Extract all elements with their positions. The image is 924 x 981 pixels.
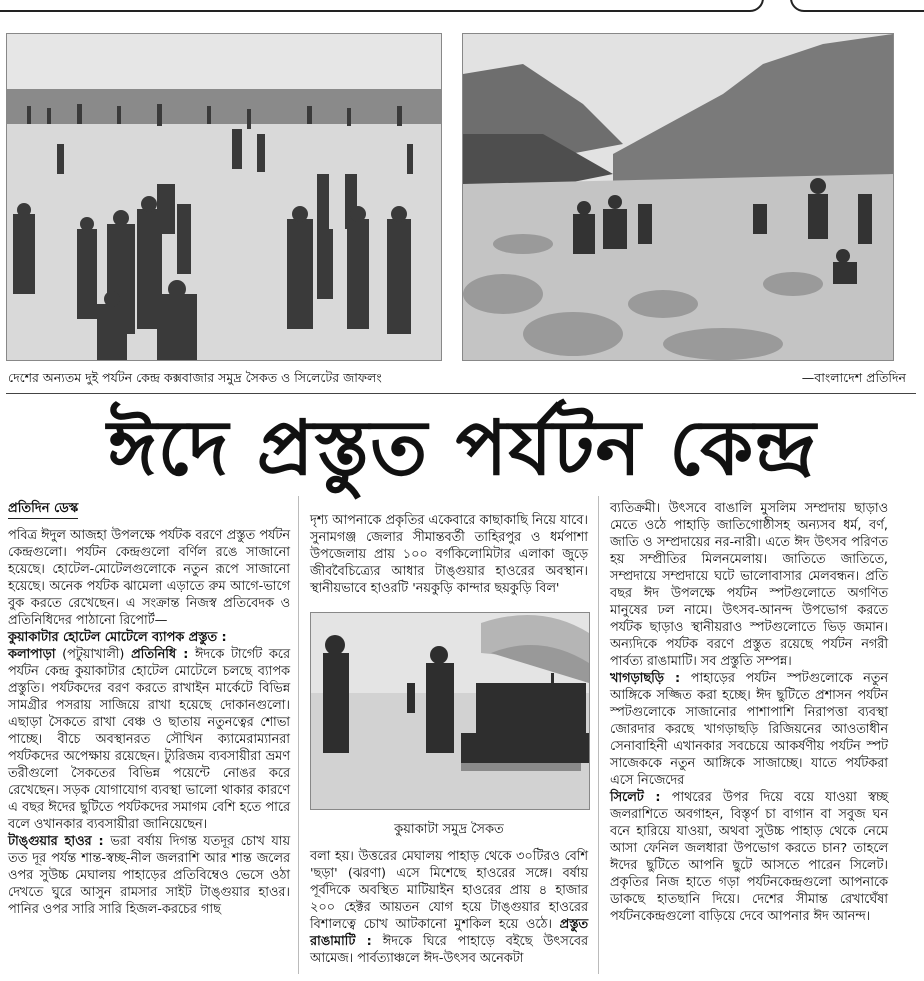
- sylhet-body: পাথরের উপর দিয়ে বয়ে যাওয়া স্বচ্ছ জলরাশিতে অবগাহন, বিস্তৃর্ণ চা বাগান বা সবুজ ঘন বনে হারিয়ে যাওয়া, অথবা সুউচ্চ পাহাড় থেকে নেমে আসা ফেনিল জলধারা উপভোগ করতে চান? তাহলে ঈদের ছুটিতে আপনি ছুটে আসতে পারেন সিলেট। প্রকৃতির নিজ হাতে গড়া পর্যটনকেন্দ্রগুলো আপনাকে ডাকছে হাতছানি দিয়ে। দেশের সীমান্ত রেখাঘেঁষা পর্যটনকেন্দ্রগুলো বাড়িয়ে দেবে আপনার ঈদ আনন্দ।: [610, 790, 888, 924]
- photo-credit: —বাংলাদেশ প্রতিদিন: [801, 370, 906, 385]
- column-3: [610, 500, 888, 925]
- dateline-place: কলাপাড়া: [8, 647, 56, 662]
- rangamati-continued: ব্যতিক্রমী। উৎসবে বাঙালি মুসলিম সম্প্রদায় ছাড়াও মেতে ওঠে পাহাড়ি জাতিগোষ্ঠীসহ অন্যসব ধর্ম, বর্ণ, জাতি ও সম্প্রদায়ের নর-নারী। এতে ঈদ উৎসব পরিণত হয় সম্প্রীতির মিলনমেলায়। জাতিতে জাতিতে, সম্প্রদায়ে সম্প্রদায়ে ঘটে ভালোবাসার মেলবন্ধন। প্রতি বছর ঈদ উপলক্ষে পর্যটন স্পটগুলোতে অগণিত মানুষের ঢল নামে। উৎসব-আনন্দ উপভোগ করতে পর্যটক ছাড়াও স্থানীয়রাও স্পটগুলোতে ভিড় জমান। অন্যদিকে পর্যটক বরণে প্রস্তুত রয়েছে পর্যটন নগরী পার্বত্য রাঙামাটি। সব প্রস্তুতি সম্পন্ন।: [610, 501, 888, 669]
- tanguar-body: ভরা বর্ষায় দিগন্ত যতদূর চোখ যায় তত দূর পর্যন্ত শান্ত-স্বচ্ছ-নীল জলরাশি আর শান্ত জলের ওপর সুউচ্চ মেঘালয় পাহাড়ের প্রতিবিম্বেও ভেসে ওঠা দেখতে ঘুরে আসুন রামসার সাইট টাঙ্গুয়ার হাওর। পানির ওপর সারি সারি হিজল-করচের গাছ: [8, 834, 290, 917]
- jaflong-photo: [462, 33, 894, 361]
- intro-paragraph: পবিত্র ঈদুল আজহা উপলক্ষে পর্যটক বরণে প্রস্তুত পর্যটন কেন্দ্রগুলো। পর্যটন কেন্দ্রগুলো বর্ণিল রঙে সাজানো হয়েছে। হোটেল-মোটেলগুলোকে নতুন রূপে সাজানো হয়েছে। অনেক পর্যটক ঝামেলা এড়াতে রুম আগে-ভাগে বুক করতে রেখেছেন। এ সংক্রান্ত নিজস্ব প্রতিবেদক ও প্রতিনিধিদের পাঠানো রিপোর্ট—: [8, 528, 290, 628]
- headline: ঈদে প্রস্তুত পর্যটন কেন্দ্র: [107, 403, 817, 492]
- khagrachari-body: পাহাড়ের পর্যটন স্পটগুলোকে নতুন আঙ্গিকে সজ্জিত করা হচ্ছে। ঈদ ছুটিতে প্রশাসন পর্যটন স্পটগুলোকে সাজানোর পাশাপাশি নিরাপত্তা ব্যবস্থা জোরদার করছে খাগড়াছড়ি রিজিয়নের আওতাধীন সেনাবাহিনী এখানকার সবচেয়ে আকর্ষণীয় পর্যটন স্পট সাজেককে নতুন আঙ্গিকে সাজাচ্ছে। যাতে পর্যটকরা এসে নিজেদের: [610, 671, 888, 788]
- column-separator-2: [598, 496, 599, 974]
- caption-rule: [6, 393, 916, 394]
- sylhet-paragraph: [610, 789, 888, 925]
- column-1: [8, 500, 290, 918]
- dateline-district: (পটুয়াখালী): [55, 647, 132, 662]
- column-2: [310, 512, 588, 597]
- kuakata-subhead: কুয়াকাটার হোটেল মোটেলে ব্যাপক প্রস্তুত :: [8, 630, 227, 645]
- kuakata-caption: কুয়াকাটা সমুদ্র সৈকত: [394, 822, 504, 837]
- rangamati-body: ঈদকে ঘিরে পাহাড়ে বইছে উৎসবের আমেজ। পার্বত্যাঞ্চলে ঈদ-উৎসব অনেকটা: [310, 934, 588, 966]
- tanguar-end: বলা হয়। উত্তরের মেঘালয় পাহাড় থেকে ৩০টিরও বেশি 'ছড়া' (ঝরণা) এসে মিশেছে হাওরের সঙ্গে। বর্ষায় পূর্বদিকে অবস্থিত মাটিয়াইন হাওরের প্রায় ৪ হাজার ২০০ হেক্টর আয়তন যোগ হয়ে টাঙ্গুয়ার হাওরের বিশালত্বে চোখ আটকানো মুশকিল হয়ে ওঠে।: [310, 849, 588, 932]
- column-separator: [298, 496, 299, 974]
- photo-caption: দেশের অন্যতম দুই পর্যটন কেন্দ্র কক্সবাজার সমুদ্র সৈকত ও সিলেটের জাফলং: [8, 370, 382, 385]
- beach-photo: [6, 33, 442, 361]
- top-border: [0, 0, 924, 14]
- sylhet-subhead: সিলেট :: [610, 790, 661, 805]
- khagrachari-paragraph: [610, 670, 888, 789]
- kuakata-photo: [310, 612, 590, 810]
- tanguar-paragraph: [8, 833, 290, 918]
- rangamati-paragraph: [310, 848, 588, 967]
- column-2-lower: [310, 848, 588, 967]
- tanguar-continued: দৃশ্য আপনাকে প্রকৃতির একেবারে কাছাকাছি নিয়ে যাবে। সুনামগঞ্জ জেলার সীমান্তবর্তী তাহিরপুর ও ধর্মপাশা উপজেলায় প্রায় ১০০ বর্গকিলোমিটার এলাকা জুড়ে জীববৈচিত্র্যের আধার টাঙ্গুয়ার হাওরের অবস্থান। স্থানীয়ভাবে হাওরটি 'নয়কুড়ি কান্দার ছয়কুড়ি বিল': [310, 513, 588, 596]
- kuakata-paragraph: [8, 629, 290, 833]
- kuakata-body: ঈদকে টার্গেট করে পর্যটন কেন্দ্র কুয়াকাটার হোটেল মোটেলে চলছে ব্যাপক প্রস্তুতি। পর্যটকদের বরণ করতে রাখাইন মার্কেটে বিভিন্ন সামগ্রীর পসরায় সাজিয়ে রাখা হয়েছে দোকানগুলো। এছাড়া সৈকতে রাখা বেঞ্চ ও ছাতায় নতুনত্বের শোভা পাচ্ছে। বীচে অবস্থানরত সৌখিন ক্যামেরাম্যানরা পর্যটকদের অপেক্ষায় রয়েছেন। ট্যুরিজম ব্যবসায়ীরা ভ্রমণ তরীগুলো সৈকতের বিভিন্ন পয়েন্টে নোঙর করে রেখেছেন। সড়ক যোগাযোগ ব্যবস্থা ভালো থাকার কারণে এ বছর ঈদের ছুটিতে পর্যটকদের সমাগম বেশি হতে পারে বলে ওখানকার ব্যবসায়ীরা জানিয়েছেন।: [8, 647, 290, 832]
- khagrachari-subhead: খাগড়াছড়ি :: [610, 671, 681, 686]
- tanguar-subhead: টাঙ্গুয়ার হাওর :: [8, 834, 104, 849]
- rangamati-subhead: প্রস্তুত রাঙামাটি :: [310, 917, 588, 949]
- dateline-reporter: প্রতিনিধি :: [131, 647, 189, 662]
- byline: প্রতিদিন ডেস্ক: [8, 500, 78, 519]
